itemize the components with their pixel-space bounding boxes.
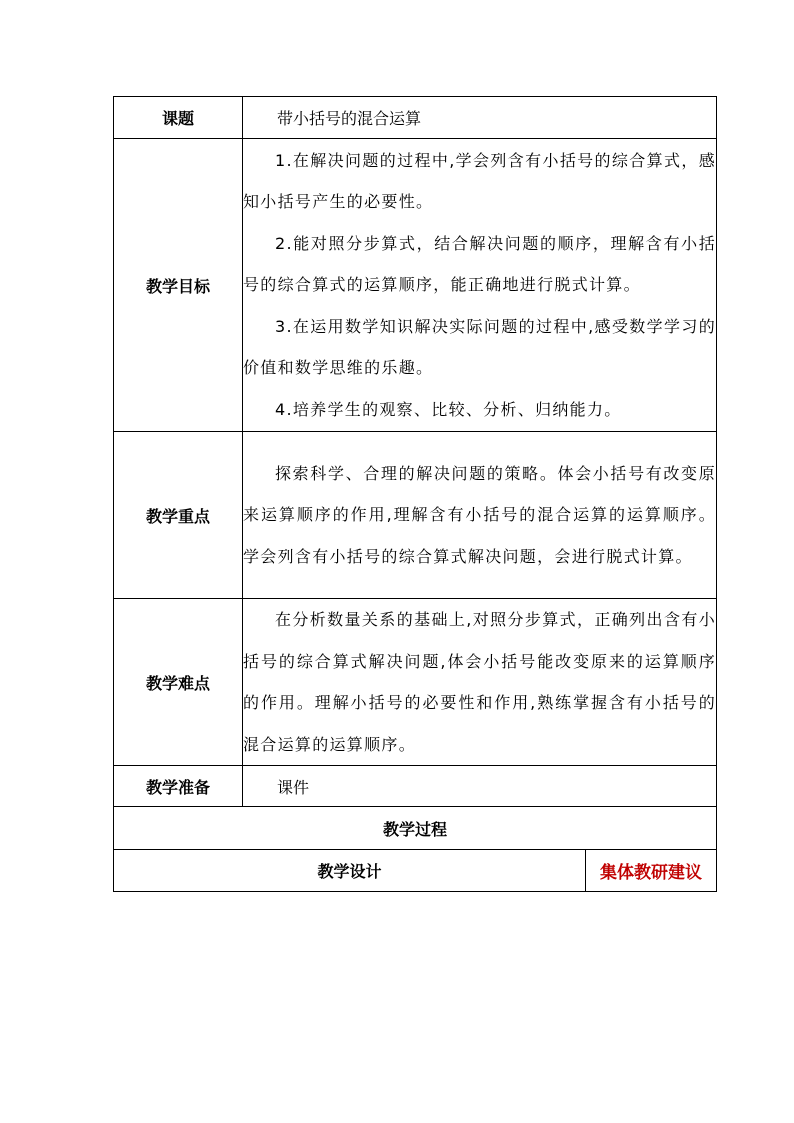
preparation-label: 教学准备 <box>114 766 243 807</box>
objective-item-3: 3.在运用数学知识解决实际问题的过程中,感受数学学习的价值和数学思维的乐趣。 <box>243 316 717 378</box>
key-points-label: 教学重点 <box>114 432 243 599</box>
difficulties-content <box>243 599 717 766</box>
objective-item-1: 1.在解决问题的过程中,学会列含有小括号的综合算式，感知小括号产生的必要性。 <box>243 150 717 212</box>
objectives-content <box>243 139 717 432</box>
objectives-row <box>114 139 717 432</box>
objective-item-4: 4.培养学生的观察、比较、分析、归纳能力。 <box>275 399 622 419</box>
suggestion-header: 集体教研建议 <box>586 850 717 892</box>
key-points-text: 探索科学、合理的解决问题的策略。体会小括号有改变原来运算顺序的作用,理解含有小括号的混合运算的运算顺序。学会列含有小括号的综合算式解决问题，会进行脱式计算。 <box>243 463 717 566</box>
process-header-row <box>114 850 717 892</box>
topic-value: 带小括号的混合运算 <box>243 97 717 139</box>
objectives-label: 教学目标 <box>114 139 243 432</box>
preparation-value: 课件 <box>243 766 717 807</box>
lesson-plan-table <box>113 96 717 892</box>
key-points-row <box>114 432 717 599</box>
process-title-row <box>114 807 717 850</box>
objective-item-2: 2.能对照分步算式，结合解决问题的顺序，理解含有小括号的综合算式的运算顺序，能正确地进行脱式计算。 <box>243 233 717 295</box>
difficulties-label: 教学难点 <box>114 599 243 766</box>
difficulties-text: 在分析数量关系的基础上,对照分步算式，正确列出含有小括号的综合算式解决问题,体会小括号能改变原来的运算顺序的作用。理解小括号的必要性和作用,熟练掌握含有小括号的混合运算的运算顺序。 <box>243 610 717 754</box>
design-header: 教学设计 <box>114 850 586 892</box>
key-points-content <box>243 432 717 599</box>
process-title: 教学过程 <box>114 807 717 850</box>
difficulties-row <box>114 599 717 766</box>
topic-row <box>114 97 717 139</box>
preparation-row <box>114 766 717 807</box>
topic-label: 课题 <box>114 97 243 139</box>
